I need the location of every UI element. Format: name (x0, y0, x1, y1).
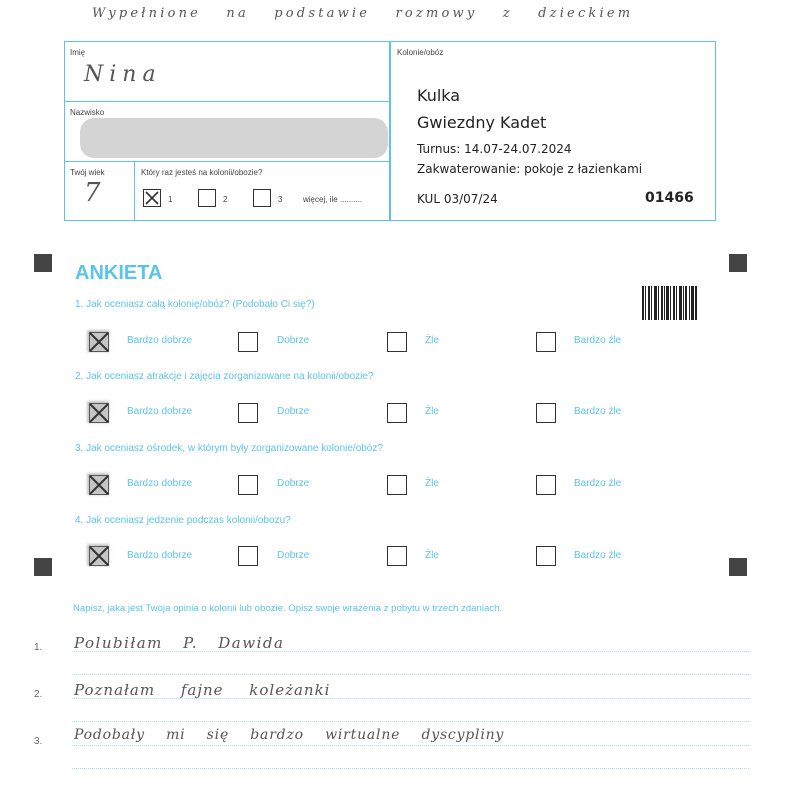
q4-option-very-bad-checkbox[interactable] (536, 546, 556, 566)
alignment-marker-top-right (729, 254, 747, 272)
q1-option-very-bad-checkbox[interactable] (536, 332, 556, 352)
q3-option-good-label: Dobrze (277, 478, 310, 489)
q2-option-good-label: Dobrze (277, 406, 310, 417)
opinion-line-3-text[interactable]: Podobały mi się bardzo wirtualne dyscypliny (74, 727, 505, 743)
times-option-3: 3 (278, 195, 283, 204)
q1-option-bad-checkbox[interactable] (387, 332, 407, 352)
form-number: 01466 (645, 190, 694, 206)
q3-option-very-bad-label: Bardzo źle (574, 478, 622, 489)
opinion-line-3-number: 3. (34, 736, 43, 747)
checkmark-x-icon (143, 189, 161, 207)
q1-option-good-checkbox[interactable] (238, 332, 258, 352)
checkmark-x-icon (88, 474, 110, 496)
camp-program: Gwiezdny Kadet (417, 113, 547, 132)
checkmark-x-icon (88, 402, 110, 424)
q3-option-very-good-checkbox[interactable] (89, 475, 109, 495)
q1-option-very-good-label: Bardzo dobrze (127, 335, 193, 346)
checkmark-x-icon (88, 331, 110, 353)
q2-option-good-checkbox[interactable] (238, 403, 258, 423)
name-label: Imię (70, 48, 86, 57)
times-option-2: 2 (223, 195, 228, 204)
opinion-line-1-number: 1. (34, 642, 43, 653)
q1-option-very-bad-label: Bardzo źle (574, 335, 622, 346)
q4-option-very-good-label: Bardzo dobrze (127, 550, 193, 561)
q2-option-very-bad-label: Bardzo źle (574, 406, 622, 417)
q3-option-good-checkbox[interactable] (238, 475, 258, 495)
times-checkbox-3[interactable] (253, 189, 271, 207)
q2-option-very-bad-checkbox[interactable] (536, 403, 556, 423)
camp-name: Kulka (417, 86, 461, 105)
opinion-line-2-number: 2. (34, 689, 43, 700)
q4-option-very-bad-label: Bardzo źle (574, 550, 622, 561)
opinion-prompt: Napisz, jaka jest Twoja opinia o kolonii lub obozie. Opisz swoje wrażenia z pobytu w trzech zdaniach. (73, 603, 503, 614)
age-value[interactable]: 7 (84, 178, 101, 208)
surname-redacted (80, 118, 388, 158)
question-4: 4. Jak oceniasz jedzenie podczas kolonii/obozu? (75, 515, 291, 526)
surname-label: Nazwisko (70, 108, 105, 117)
checkmark-x-icon (88, 545, 110, 567)
alignment-marker-bottom-right (729, 558, 747, 576)
alignment-marker-top-left (34, 254, 52, 272)
q2-option-bad-label: Źle (425, 406, 439, 417)
header-note: Wypełnione na podstawie rozmowy z dzieckiem (92, 6, 634, 21)
name-value[interactable]: Nina (84, 62, 162, 87)
q4-option-good-label: Dobrze (277, 550, 310, 561)
camp-label: Kolonie/obóz (397, 48, 444, 57)
alignment-marker-bottom-left (34, 558, 52, 576)
times-checkbox-2[interactable] (198, 189, 216, 207)
accommodation: Zakwaterowanie: pokoje z łazienkami (417, 162, 643, 176)
age-label: Twój wiek (70, 168, 105, 177)
q4-option-good-checkbox[interactable] (238, 546, 258, 566)
opinion-line-1-text[interactable]: Polubiłam P. Dawida (74, 634, 285, 652)
q4-option-bad-checkbox[interactable] (387, 546, 407, 566)
barcode-icon (642, 286, 698, 320)
camp-code: KUL 03/07/24 (417, 192, 498, 206)
times-checkbox-1[interactable] (143, 189, 161, 207)
turnus: Turnus: 14.07-24.07.2024 (417, 142, 572, 156)
q2-option-very-good-label: Bardzo dobrze (127, 406, 193, 417)
question-3: 3. Jak oceniasz ośrodek, w którym były zorganizowane kolonie/obóz? (75, 443, 383, 454)
times-more[interactable]: więcej, ile .......... (303, 195, 363, 204)
q4-option-very-good-checkbox[interactable] (89, 546, 109, 566)
question-2: 2. Jak oceniasz atrakcje i zajęcia zorganizowane na kolonii/obozie? (75, 371, 374, 382)
survey-title: ANKIETA (75, 262, 163, 284)
times-option-1: 1 (168, 195, 173, 204)
q1-option-good-label: Dobrze (277, 335, 310, 346)
q2-option-bad-checkbox[interactable] (387, 403, 407, 423)
question-1: 1. Jak oceniasz całą kolonię/obóz? (Podobało Ci się?) (75, 299, 315, 310)
q1-option-bad-label: Źle (425, 335, 439, 346)
times-label: Który raz jesteś na kolonii/obozie? (141, 168, 263, 177)
q3-option-very-bad-checkbox[interactable] (536, 475, 556, 495)
q3-option-very-good-label: Bardzo dobrze (127, 478, 193, 489)
q1-option-very-good-checkbox[interactable] (89, 332, 109, 352)
q3-option-bad-checkbox[interactable] (387, 475, 407, 495)
q2-option-very-good-checkbox[interactable] (89, 403, 109, 423)
q4-option-bad-label: Źle (425, 550, 439, 561)
opinion-line-2-text[interactable]: Poznałam fajne koleżanki (74, 681, 331, 699)
q3-option-bad-label: Źle (425, 478, 439, 489)
